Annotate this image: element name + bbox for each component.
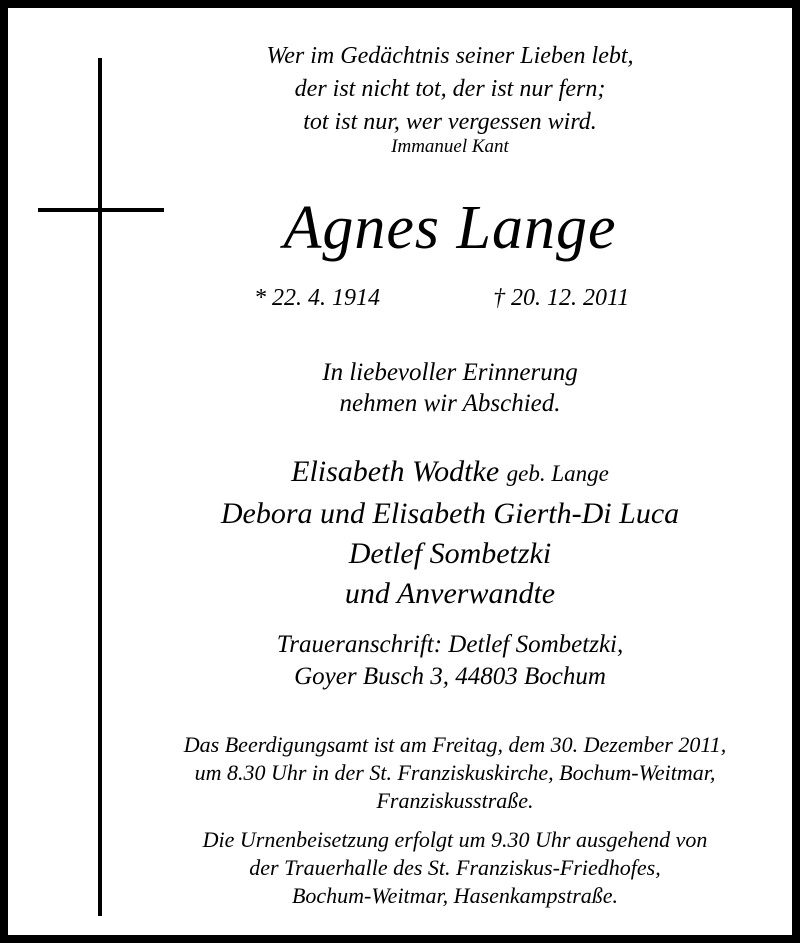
funeral-line: Das Beerdigungsamt ist am Freitag, dem 30. Dezember 2011, — [183, 732, 727, 757]
urn-line: Die Urnenbeisetzung erfolgt um 9.30 Uhr ausgehend von — [202, 827, 708, 852]
funeral-details — [110, 731, 800, 815]
memorial-quote — [100, 40, 800, 158]
urn-burial-details — [110, 826, 800, 910]
address-line: Traueranschrift: Detlef Sombetzki, — [276, 631, 624, 658]
urn-line: Bochum-Weitmar, Hasenkampstraße. — [291, 883, 619, 908]
death-date: † 20. 12. 2011 — [493, 285, 630, 311]
mourner-line — [100, 452, 800, 494]
urn-line: der Trauerhalle des St. Franziskus-Friedhofes, — [249, 855, 661, 880]
mourner-line: und Anverwandte — [344, 577, 556, 610]
funeral-line: Franziskusstraße. — [376, 788, 534, 813]
quote-line: der ist nicht tot, der ist nur fern; — [294, 76, 606, 102]
remembrance-text — [100, 357, 800, 419]
condolence-address — [100, 629, 800, 693]
quote-line: Wer im Gedächtnis seiner Lieben lebt, — [266, 43, 634, 69]
mourner-line: Debora und Elisabeth Gierth-Di Luca — [220, 497, 680, 530]
quote-author: Immanuel Kant — [391, 136, 509, 157]
remembrance-line: nehmen wir Abschied. — [339, 390, 561, 417]
deceased-name: Agnes Lange — [283, 194, 617, 262]
mourners-list — [100, 452, 800, 614]
mourner-line: Detlef Sombetzki — [348, 537, 552, 570]
birth-date: * 22. 4. 1914 — [254, 285, 380, 311]
funeral-line: um 8.30 Uhr in der St. Franziskuskirche, Bochum-Weitmar, — [194, 760, 716, 785]
remembrance-line: In liebevoller Erinnerung — [322, 359, 578, 386]
address-line: Goyer Busch 3, 44803 Bochum — [294, 663, 606, 690]
mourner-maiden-name: geb. Lange — [506, 461, 609, 486]
mourner-name: Elisabeth Wodtke — [291, 455, 500, 488]
quote-line: tot ist nur, wer vergessen wird. — [303, 109, 597, 135]
